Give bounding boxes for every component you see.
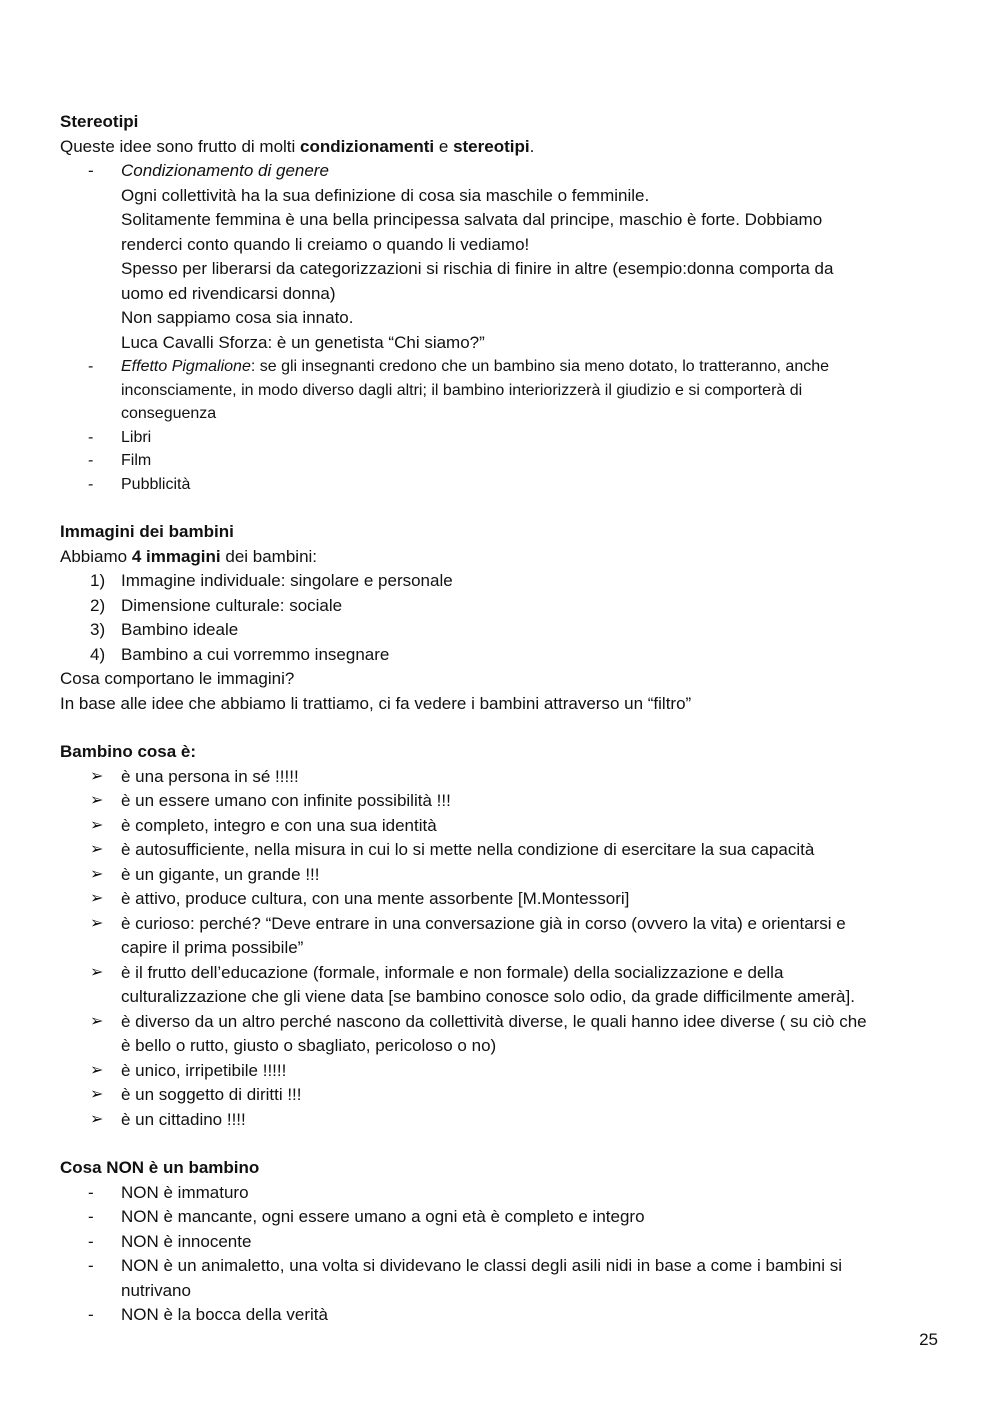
item-title: Effetto Pigmalione <box>121 358 251 375</box>
list-item <box>60 814 940 839</box>
list-item <box>60 1205 940 1230</box>
section-heading-bambino: Bambino cosa è: <box>60 742 197 761</box>
list-item-text: culturalizzazione che gli viene data [se bambino conosce solo odio, da grade difficilmente amerà]. <box>121 987 855 1006</box>
list-item <box>60 838 940 863</box>
bullet-marker: - <box>88 1231 94 1251</box>
bullet-marker: - <box>88 1207 94 1226</box>
list-item-text: è un cittadino !!!! <box>121 1109 246 1129</box>
list-item-text: NON è mancante, ogni essere umano a ogni età è completo e integro <box>121 1207 645 1226</box>
section-heading-immagini: Immagini dei bambini <box>60 522 234 541</box>
list-item <box>60 789 940 814</box>
list-item-text: NON è immaturo <box>121 1182 249 1202</box>
page-number: 25 <box>919 1330 938 1349</box>
list-item-text: è una persona in sé !!!!! <box>121 766 299 786</box>
list-item <box>60 961 940 1010</box>
bullet-marker: - <box>88 1182 94 1202</box>
list-item: - Effetto Pigmalione: se gli insegnanti credono che un bambino sia meno dotato, lo tratteranno, anche inconsciamente, in modo diverso dagli altri; il bambino interiorizzerà il giudizio e si comporterà di conseguenza <box>60 355 940 426</box>
bullet-marker: ➢ <box>90 1061 104 1079</box>
list-item: 1) Immagine individuale: singolare e personale <box>90 571 453 590</box>
list-item-text: è un soggetto di diritti !!! <box>121 1085 302 1104</box>
list-item-text: è unico, irripetibile !!!!! <box>121 1060 287 1080</box>
list-item: 3) Bambino ideale <box>90 620 239 639</box>
list-item <box>60 887 940 912</box>
list-item <box>60 1083 940 1108</box>
list-item <box>60 1108 940 1133</box>
list-item <box>60 765 940 790</box>
list-item-text: è un essere umano con infinite possibilità !!! <box>121 791 451 810</box>
immagini-question: Cosa comportano le immagini? <box>60 669 295 688</box>
list-item: 2) Dimensione culturale: sociale <box>90 595 343 615</box>
list-item-text: è attivo, produce cultura, con una mente assorbente [M.Montessori] <box>121 889 630 908</box>
bullet-marker: ➢ <box>90 767 104 785</box>
list-item <box>60 1303 940 1328</box>
dash-bullet: - <box>88 161 94 180</box>
immagini-answer: In base alle idee che abbiamo li trattiamo, ci fa vedere i bambini attraverso un “filtro” <box>60 693 692 713</box>
list-item <box>60 1010 940 1059</box>
list-item-text: capire il prima possibile” <box>121 938 304 957</box>
non-list <box>60 1181 940 1328</box>
bullet-marker: ➢ <box>90 1110 104 1128</box>
list-item <box>60 1230 940 1255</box>
list-item-text: è il frutto dell’educazione (formale, informale e non formale) della socializzazione e della <box>121 962 784 982</box>
list-item: - Film <box>88 452 152 469</box>
stereotipi-intro: Queste idee sono frutto di molti condizionamenti e stereotipi. <box>60 136 535 156</box>
list-item-text: è curioso: perché? “Deve entrare in una conversazione già in corso (ovvero la vita) e orientarsi e <box>121 913 846 933</box>
immagini-intro: Abbiamo 4 immagini dei bambini: <box>60 546 318 566</box>
list-item-text: NON è la bocca della verità <box>121 1305 328 1324</box>
list-item: - Condizionamento di genere Ogni collettività ha la sua definizione di cosa sia maschile o femminile. Solitamente femmina è una bella principessa salvata dal principe, maschio è forte. Dobbiamo renderci conto quando li creiamo o quando li vediamo! Spesso per liberarsi da categorizzazioni si rischia di finire in altre (esempio:donna comporta da uomo ed rivendicarsi donna) Non sappiamo cosa sia innato. Luca Cavalli Sforza: è un genetista “Chi siamo?” <box>60 159 940 355</box>
list-item: - Pubblicità <box>88 475 191 493</box>
dash-bullet: - <box>88 358 94 375</box>
list-item-text: è bello o rutto, giusto o sbagliato, pericoloso o no) <box>121 1036 497 1055</box>
list-item: - Libri <box>88 428 152 446</box>
list-item <box>60 912 940 961</box>
list-item-text: è completo, integro e con una sua identità <box>121 815 437 835</box>
bullet-marker: ➢ <box>90 865 104 883</box>
bullet-marker: - <box>88 1256 94 1275</box>
section-heading-non: Cosa NON è un bambino <box>60 1158 260 1177</box>
list-item: 4) Bambino a cui vorremmo insegnare <box>90 644 390 664</box>
item-title: Condizionamento di genere <box>121 161 329 180</box>
list-item <box>60 1254 940 1303</box>
list-item-text: nutrivano <box>121 1280 191 1300</box>
bullet-marker: ➢ <box>90 841 104 858</box>
document-page <box>60 110 940 1328</box>
list-item-text: NON è innocente <box>121 1231 252 1251</box>
list-item <box>60 863 940 888</box>
bullet-marker: ➢ <box>90 1086 104 1103</box>
bullet-marker: ➢ <box>90 792 104 809</box>
list-item-text: è un gigante, un grande !!! <box>121 864 320 884</box>
bullet-marker: ➢ <box>90 816 104 834</box>
bullet-marker: ➢ <box>90 890 104 907</box>
bullet-marker: ➢ <box>90 1012 104 1030</box>
bullet-marker: - <box>88 1305 94 1324</box>
list-item <box>60 1059 940 1084</box>
bambino-list <box>60 765 940 1133</box>
bullet-marker: ➢ <box>90 914 104 932</box>
bullet-marker: ➢ <box>90 963 104 981</box>
list-item-text: è diverso da un altro perché nascono da collettività diverse, le quali hanno idee diverse ( su ciò che <box>121 1011 867 1031</box>
section-heading-stereotipi: Stereotipi <box>60 112 139 131</box>
list-item-text: è autosufficiente, nella misura in cui lo si mette nella condizione di esercitare la sua capacità <box>121 840 815 859</box>
list-item <box>60 1181 940 1206</box>
list-item-text: NON è un animaletto, una volta si dividevano le classi degli asili nidi in base a come i bambini si <box>121 1256 842 1275</box>
